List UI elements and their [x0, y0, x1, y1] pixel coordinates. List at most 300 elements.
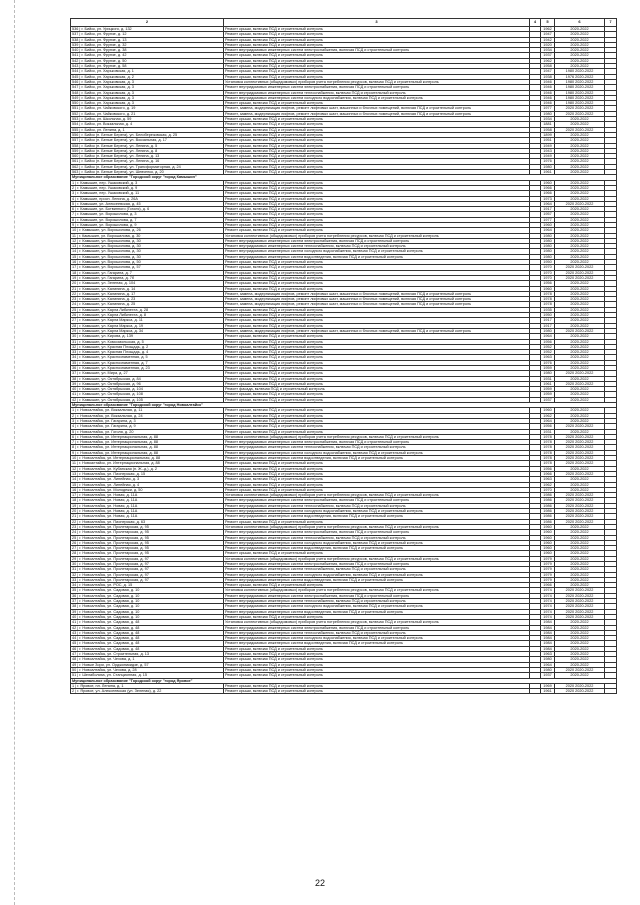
work-cell: Ремонт крыши, включая ПСД и строительный контроль — [224, 307, 530, 312]
address-text: г. Новоалтайск, ул. Чехова, д. 28 — [79, 667, 137, 672]
addr-cell: 18 | г. Камышин, ул. Гагарина, д. 7 — [71, 270, 224, 275]
work-cell: Ремонт внутридомовых инженерных систем электроснабжения, включая ПСД и строительный контроль — [224, 498, 530, 503]
row-number: 40 — [72, 387, 77, 392]
work-cell: Ремонт внутридомовых инженерных систем электроснабжения, включая ПСД и строительный контроль — [224, 238, 530, 243]
address-text: г. Новоалтайск, ул. Интернациональная, д. 88 — [79, 461, 160, 466]
section-title: Муниципальное образование "Городской округ "город Новоалтайск" — [71, 403, 617, 408]
work-cell: Ремонт крыши, включая ПСД и строительный контроль — [224, 366, 530, 371]
row-number: 25 — [72, 535, 77, 540]
row-number: 562 — [72, 164, 79, 169]
address-text: г. Камышин, ул. Ворошилова, д. 30 — [79, 233, 141, 238]
year-cell: 1978 — [541, 302, 555, 307]
row-number: 41 — [72, 392, 77, 397]
year-cell: 1960 — [541, 222, 555, 227]
period-cell: 2020-2022 — [555, 260, 605, 265]
work-cell: Ремонт внутридомовых инженерных систем холодного водоснабжения, включая ПСД и строительный контроль — [224, 572, 530, 577]
address-text: г. Камышин, пер. Ушаковский, д. 11 — [77, 191, 140, 196]
period-cell: 2020-2022 — [555, 180, 605, 185]
period-cell: 2020-2022 — [555, 318, 605, 323]
address-text: г. Бийск, ул. Фрунзе, д. 12 — [81, 32, 127, 37]
work-cell: Ремонт внутридомовых инженерных систем теплоснабжения, включая ПСД и строительный контроль — [224, 244, 530, 249]
address-text: г. Бийск (п. Белые Берега), ул. Ленина, д. 5 — [81, 143, 158, 148]
year-cell: 1980 — [541, 164, 555, 169]
year-cell: 1920 — [541, 42, 555, 47]
addr-cell: 28 | г. Камышин, ул. Карла Маркса, д. 19 — [71, 323, 224, 328]
address-text: г. Бийск, ул. Харьковская, д. 2 — [81, 74, 134, 79]
row-number: 536 — [72, 27, 79, 31]
year-cell: 1976 — [541, 360, 555, 365]
row-number: 23 — [72, 297, 77, 302]
year-cell: 1960 — [541, 540, 555, 545]
row-number: 26 — [72, 313, 77, 318]
row-number: 14 — [72, 249, 77, 254]
address-text: г. Новоалтайск, ул. Садовая, д. 48 — [79, 630, 140, 635]
year-cell: 1963 — [541, 477, 555, 482]
period-cell: 2020-2022 — [555, 334, 605, 339]
period-cell: 2020 2020-2022 — [555, 604, 605, 609]
year-cell: 1977 — [541, 217, 555, 222]
work-cell: Ремонт внутридомовых инженерных систем теплоснабжения, включая ПСД и строительный контроль — [224, 567, 530, 572]
addr-cell: 20 | г. Камышин, ул. Зеленая, д. 104 — [71, 281, 224, 286]
period-cell: 2020-2022 — [555, 313, 605, 318]
address-text: г. Новоалтайск, ул. Пролетарская, д. 95 — [79, 551, 149, 556]
address-text: г. Камышин, ул. Калинина, д. 23 — [79, 297, 136, 302]
work-cell: Ремонт крыши, включая ПСД и строительный контроль — [224, 32, 530, 37]
period-cell: 2020-2022 — [555, 577, 605, 582]
year-cell: 1938 — [541, 74, 555, 79]
address-text: г. Новоалтайск, ул. Новая, д. 11А — [79, 509, 138, 514]
address-text: г. Новоалтайск, ул. Новая, д. 11А — [79, 514, 138, 519]
addr-cell: 35 | г. Новоалтайск, ул. Садовая, д. 10 — [71, 588, 224, 593]
address-text: г. Новоалтайск, ул. Пролетарская, д. 95 — [79, 546, 149, 551]
work-cell: Ремонт внутридомовых инженерных систем водоотведения, включая ПСД и строительный контроль — [224, 577, 530, 582]
period-cell: 2020-2022 — [555, 620, 605, 625]
addr-cell: 1 | г. Новоалтайск, ул. Вокзальная, д. 11 — [71, 408, 224, 413]
address-text: г. Новоалтайск, ул. Строительная, д. 13 — [79, 652, 150, 657]
page-margin-line — [14, 0, 15, 905]
addr-cell: 561 | г. Бийск (п. Белые Берега), ул. Ленина, д. 16 — [71, 159, 224, 164]
period-cell: 2020-2022 — [555, 567, 605, 572]
row-number: 42 — [72, 625, 77, 630]
row-number: 7 — [72, 440, 75, 445]
period-cell: 2020-2022 — [555, 487, 605, 492]
row-number: 4 — [72, 196, 75, 201]
period-cell: 2020-2022 — [555, 53, 605, 58]
addr-cell: 49 | г. Новые Зори, ул. Орджоникидзе, д. 57 — [71, 662, 224, 667]
addr-cell: 25 | г. Новоалтайск, ул. Пролетарская, д. 95 — [71, 535, 224, 540]
addr-cell: 40 | г. Новоалтайск, ул. Садовая, д. 10 — [71, 614, 224, 619]
period-cell: 2020-2022 — [555, 64, 605, 69]
addr-cell: 541 | г. Бийск, ул. Фрунзе, д. 42 — [71, 53, 224, 58]
work-cell: Ремонт крыши, включая ПСД и строительный контроль — [224, 180, 530, 185]
work-cell: Ремонт, замена, модернизация лифтов, ремонт лифтовых шахт, машинных и блочных помещений, включая ПСД и строительный контроль — [224, 328, 530, 333]
address-text: г. Новоалтайск, ул. Интернациональная, д. 88 — [77, 445, 158, 450]
address-text: г. Яровое, пл. Ленина, д. 1 — [77, 683, 124, 688]
row-number: 6 — [72, 207, 75, 212]
addr-cell: 13 | г. Камышин, ул. Ворошилова, д. 30 — [71, 244, 224, 249]
addr-cell: 18 | г. Новоалтайск, ул. Новая, д. 11А — [71, 498, 224, 503]
year-cell: 1959 — [541, 366, 555, 371]
address-text: г. Новоалтайск, ул. Садовая, д. 10 — [79, 599, 140, 604]
address-text: г. Камышин, ул. Октябрьская, д. 105 — [79, 397, 143, 402]
address-text: г. Камышин, ул. Ворошилова, д. 57 — [79, 265, 141, 270]
year-cell: 1978 — [541, 461, 555, 466]
address-text: г. Новоалтайск, ул. Пролетарская, д. 95 — [79, 535, 149, 540]
period-cell: 2020 2020-2022 — [555, 456, 605, 461]
table-row — [71, 689, 617, 694]
period-cell: 2020-2022 — [555, 297, 605, 302]
row-number: 13 — [72, 244, 77, 249]
year-cell: 1984 — [541, 630, 555, 635]
work-cell: Ремонт крыши, включая ПСД и строительный контроль — [224, 143, 530, 148]
period-cell: 2020-2022 — [555, 302, 605, 307]
work-cell: Ремонт крыши, включая ПСД и строительный контроль — [224, 64, 530, 69]
addr-cell: 41 | г. Новоалтайск, ул. Садовая, д. 48 — [71, 620, 224, 625]
addr-cell: 4 | г. Камышин, просп. Ленина, д. 26А — [71, 196, 224, 201]
year-cell: 1980 — [541, 249, 555, 254]
year-cell: 1966 — [541, 583, 555, 588]
row-number: 553 — [72, 117, 79, 122]
address-text: г. Бийск, ул. Ленина, д. 1 — [81, 127, 125, 132]
row-number: 20 — [72, 281, 77, 286]
address-text: г. Бийск (п. Белые Берега), ул. Ленина, д. 13 — [81, 154, 160, 159]
year-cell: 1957 — [541, 212, 555, 217]
addr-cell: 553 | г. Бийск, ул. Школьная, д. 59 — [71, 117, 224, 122]
row-number: 29 — [72, 556, 77, 561]
work-cell: Ремонт внутридомовых инженерных систем водоотведения, включая ПСД и строительный контроль — [224, 456, 530, 461]
period-cell: 2020 2020-2022 — [555, 201, 605, 206]
work-cell: Ремонт внутридомовых инженерных систем электроснабжения, включая ПСД и строительный контроль — [224, 530, 530, 535]
period-cell: 1980 2020-2022 — [555, 79, 605, 84]
year-cell: 1934 — [541, 48, 555, 53]
addr-cell: 11 | г. Новоалтайск, ул. Интернациональная, д. 88 — [71, 461, 224, 466]
row-number: 16 — [72, 260, 77, 265]
addr-cell: 560 | г. Бийск (п. Белые Берега), ул. Ленина, д. 13 — [71, 154, 224, 159]
address-text: г. Бийск, ул. Харьковская, д. 3 — [81, 90, 134, 95]
row-number: 36 — [72, 593, 77, 598]
row-number: 28 — [72, 323, 77, 328]
work-cell: Ремонт крыши, включая ПСД и строительный контроль — [224, 614, 530, 619]
addr-cell: 4 | г. Новоалтайск, ул. Гагарина, д. 9 — [71, 424, 224, 429]
work-cell: Ремонт крыши, включая ПСД и строительный контроль — [224, 69, 530, 74]
period-cell: 1980 2020-2022 — [555, 90, 605, 95]
row-number: 47 — [72, 652, 77, 657]
year-cell: 1986 — [541, 493, 555, 498]
work-cell: Ремонт крыши, включая ПСД и строительный контроль — [224, 265, 530, 270]
work-cell: Ремонт крыши, включая ПСД и строительный контроль — [224, 339, 530, 344]
row-number: 2 — [72, 689, 75, 694]
addr-cell: 36 | г. Новоалтайск, ул. Садовая, д. 10 — [71, 593, 224, 598]
address-text: г. Бийск, ул. Чайковского, д. 21 — [81, 111, 136, 116]
address-text: г. Камышин, ул. Ворошилова, д. 50 — [79, 260, 141, 265]
period-cell: 2020 2020-2022 — [555, 424, 605, 429]
work-cell: Ремонт крыши, включая ПСД и строительный контроль — [224, 170, 530, 175]
address-text: г. Новоалтайск, ул. Пролетарская, д. 97 — [79, 572, 149, 577]
address-text: г. Камышин, ул. Комсомольская, д. 5 — [79, 339, 144, 344]
year-cell: 1964 — [541, 334, 555, 339]
address-text: г. Камышин, ул. Ворошилова, д. 3 — [77, 212, 137, 217]
row-number: 552 — [72, 111, 79, 116]
row-number: 30 — [72, 334, 77, 339]
row-number: 539 — [72, 42, 79, 47]
work-cell: Ремонт крыши, включая ПСД и строительный контроль — [224, 662, 530, 667]
period-cell: 2020 2020-2022 — [555, 588, 605, 593]
address-text: г. Камышин, ул. Ботвинного (Гоголя), д. 6 — [77, 207, 150, 212]
period-cell: 2020 2020-2022 — [555, 106, 605, 111]
addr-cell: 42 | г. Новоалтайск, ул. Садовая, д. 48 — [71, 625, 224, 630]
work-cell: Ремонт крыши, включая ПСД и строительный контроль — [224, 667, 530, 672]
address-text: г. Камышин, просп. Ленина, д. 26А — [77, 196, 138, 201]
year-cell: 1937 — [541, 397, 555, 402]
work-cell: Ремонт внутридомовых инженерных систем холодного водоснабжения, включая ПСД и строительный контроль — [224, 540, 530, 545]
work-cell: Ремонт крыши, включая ПСД и строительный контроль — [224, 471, 530, 476]
period-cell: 2020 2020-2022 — [555, 434, 605, 439]
address-text: г. Новоалтайск, ул. Линейная, д. 3 — [79, 477, 140, 482]
addr-cell: 2 | г. Камышин, пер. Ушаковский, д. 9 — [71, 185, 224, 190]
row-number: 30 — [72, 561, 77, 566]
addr-cell: 21 | г. Новоалтайск, ул. Новая, д. 11А — [71, 514, 224, 519]
address-text: г. Новоалтайск, ул. Новая, д. 11А — [79, 503, 138, 508]
year-cell: 1978 — [541, 450, 555, 455]
row-number: 22 — [72, 291, 77, 296]
work-cell: Установка коллективных (общедомовых) приборов учета потребления ресурсов, включая ПСД и строительный контроль — [224, 556, 530, 561]
period-cell: 2020-2022 — [555, 238, 605, 243]
addr-cell: 46 | г. Новоалтайск, ул. Садовая, д. 48 — [71, 646, 224, 651]
year-cell: 1950 — [541, 260, 555, 265]
year-cell: 1978 — [541, 440, 555, 445]
period-cell: 2020 2020-2022 — [555, 461, 605, 466]
row-number: 546 — [72, 79, 79, 84]
addr-cell: 536 | г. Бийск, ул. Урицкого, д. 132 — [71, 27, 224, 32]
work-cell: Ремонт крыши, включая ПСД и строительный контроль — [224, 74, 530, 79]
address-text: г. Камышин, ул. Карла Маркса, д. 11 — [79, 318, 143, 323]
period-cell: 1976 2020-2022 — [555, 74, 605, 79]
addr-cell: 12 | г. Камышин, ул. Ворошилова, д. 30 — [71, 238, 224, 243]
row-number: 5 — [72, 201, 75, 206]
row-number: 49 — [72, 662, 77, 667]
year-cell: 1961 — [541, 170, 555, 175]
work-cell: Ремонт крыши, включая ПСД и строительный контроль — [224, 646, 530, 651]
addr-cell: 35 | г. Камышин, ул. Краснознаменная, д. 7 — [71, 360, 224, 365]
addr-cell: 26 | г. Новоалтайск, ул. Пролетарская, д. 95 — [71, 540, 224, 545]
addr-cell: 19 | г. Новоалтайск, ул. Новая, д. 11А — [71, 503, 224, 508]
period-cell: 2020-2022 — [555, 48, 605, 53]
empty-cell — [605, 689, 617, 694]
period-cell: 2020-2022 — [555, 307, 605, 312]
work-cell: Ремонт крыши, включая ПСД и строительный контроль — [224, 673, 530, 678]
row-number: 554 — [72, 122, 79, 127]
year-cell: 1946 — [541, 79, 555, 84]
work-cell: Ремонт крыши, включая ПСД и строительный контроль — [224, 101, 530, 106]
addr-cell: 33 | г. Камышин, ул. Красная Площадь, д. 4 — [71, 350, 224, 355]
addr-cell: 29 | г. Новоалтайск, ул. Пролетарская, д. 97 — [71, 556, 224, 561]
addr-cell: 44 | г. Новоалтайск, ул. Садовая, д. 48 — [71, 636, 224, 641]
addr-cell: 38 | г. Камышин, ул. Октябрьская, д. 84 — [71, 376, 224, 381]
row-number: 15 — [72, 254, 77, 259]
address-text: г. Бийск, ул. Харьковская, д. 3 — [81, 95, 134, 100]
period-cell: 2020-2022 — [555, 344, 605, 349]
row-number: 28 — [72, 551, 77, 556]
year-cell: 1960 — [541, 551, 555, 556]
address-text: г. Камышин, ул. Краснознаменная, д. 7 — [79, 360, 148, 365]
addr-cell: 20 | г. Новоалтайск, ул. Новая, д. 11А — [71, 509, 224, 514]
addr-cell: 40 | г. Камышин, ул. Октябрьская, д. 104 — [71, 387, 224, 392]
addr-cell: 540 | г. Бийск, ул. Фрунзе, д. 38 — [71, 48, 224, 53]
addr-cell: 538 | г. Бийск, ул. Фрунзе, д. 13 — [71, 37, 224, 42]
year-cell: 1984 — [541, 620, 555, 625]
year-cell: 1956 — [541, 281, 555, 286]
period-cell: 2020-2022 — [555, 27, 605, 32]
period-cell: 2020 2020-2022 — [555, 445, 605, 450]
period-cell: 2020 2020-2022 — [555, 450, 605, 455]
work-cell: Ремонт внутридомовых инженерных систем электроснабжения, включая ПСД и строительный контроль — [224, 48, 530, 53]
addr-cell: 38 | г. Новоалтайск, ул. Садовая, д. 10 — [71, 604, 224, 609]
address-text: г. Новоалтайск, ул. Пролетарская, д. 97 — [79, 567, 149, 572]
year-cell: 1960 — [541, 180, 555, 185]
addr-cell: 16 | г. Камышин, ул. Ворошилова, д. 50 — [71, 260, 224, 265]
addr-cell: 16 | г. Новоалтайск, ул. Молодежи, д. 50 — [71, 487, 224, 492]
addr-cell: 555 | г. Бийск, ул. Ленина, д. 1 — [71, 127, 224, 132]
year-cell: 1964 — [541, 228, 555, 233]
addr-cell: 28 | г. Новоалтайск, ул. Пролетарская, д. 95 — [71, 551, 224, 556]
addr-cell: 2 | г. Новоалтайск, ул. Вокзальная, д. 24 — [71, 413, 224, 418]
addr-cell: 6 | г. Камышин, ул. Ботвинного (Гоголя), д. 6 — [71, 207, 224, 212]
year-cell: 1946 — [541, 101, 555, 106]
work-cell: Ремонт крыши, включая ПСД и строительный контроль — [224, 466, 530, 471]
addr-cell: 23 | г. Камышин, ул. Калинина, д. 23 — [71, 297, 224, 302]
year-cell: 1960 — [541, 524, 555, 529]
address-text: г. Новоалтайск, ул. Садовая, д. 48 — [79, 646, 140, 651]
address-text: г. Новоалтайск, ул. Садовая, д. 10 — [79, 588, 140, 593]
row-number: 31 — [72, 567, 77, 572]
addr-cell: 9 | г. Камышин, ул. Ворошилова, д. 9 — [71, 222, 224, 227]
period-cell: 2020-2022 — [555, 323, 605, 328]
work-cell: Ремонт крыши, включая ПСД и строительный контроль — [224, 260, 530, 265]
year-cell: 1963 — [541, 652, 555, 657]
year-cell: 1937 — [541, 673, 555, 678]
year-cell: 1977 — [541, 106, 555, 111]
row-number: 21 — [72, 514, 77, 519]
row-number: 558 — [72, 143, 79, 148]
year-cell: 1960 — [541, 535, 555, 540]
addr-cell: 10 | г. Камышин, ул. Ворошилова, д. 26 — [71, 228, 224, 233]
year-cell: 1980 — [541, 328, 555, 333]
row-number: 41 — [72, 620, 77, 625]
address-text: г. Бийск (п. Белые Берега), ул. Шевченко, д. 20 — [81, 170, 164, 175]
address-text: г. Камышин, ул. Карла Маркса, д. 19 — [79, 323, 144, 328]
row-number: 50 — [72, 667, 77, 672]
row-number: 550 — [72, 101, 79, 106]
work-cell: Ремонт крыши, включая ПСД и строительный контроль — [224, 381, 530, 386]
row-number: 9 — [72, 222, 75, 227]
year-cell: 1917 — [541, 323, 555, 328]
work-cell: Ремонт крыши, включая ПСД и строительный контроль — [224, 164, 530, 169]
year-cell: 1966 — [541, 185, 555, 190]
address-text: г. Камышин, ул. Краснознаменная, д. 5 — [79, 355, 148, 360]
column-header: 6 — [555, 19, 605, 27]
row-number: 548 — [72, 90, 79, 95]
period-cell: 2020-2022 — [555, 482, 605, 487]
period-cell: 2020-2022 — [555, 228, 605, 233]
address-text: г. Новоалтайск, ул. Пролетарская, д. 95 — [79, 540, 149, 545]
row-number: 541 — [72, 53, 79, 58]
work-cell: Установка коллективных (общедомовых) приборов учета потребления ресурсов, включая ПСД и строительный контроль — [224, 434, 530, 439]
period-cell: 2020-2022 — [555, 540, 605, 545]
addr-cell: 27 | г. Камышин, ул. Карла Маркса, д. 11 — [71, 318, 224, 323]
address-text: г. Новоалтайск, ул. Пролетарская, д. 95 — [79, 524, 149, 529]
address-text: г. Новоалтайск, ул. Линейная, д. 4 — [79, 482, 140, 487]
period-cell: 2020-2022 — [555, 37, 605, 42]
period-cell: 2020-2022 — [555, 249, 605, 254]
period-cell: 2020 2020-2022 — [555, 593, 605, 598]
addr-cell: 30 | г. Камышин, ул. Кирова, д. 139 — [71, 334, 224, 339]
row-number: 18 — [72, 270, 77, 275]
work-cell: Ремонт внутридомовых инженерных систем теплоснабжения, включая ПСД и строительный контроль — [224, 599, 530, 604]
work-cell: Ремонт крыши, включая ПСД и строительный контроль — [224, 477, 530, 482]
work-cell: Ремонт крыши, включая ПСД и строительный контроль — [224, 408, 530, 413]
period-cell: 2020-2022 — [555, 350, 605, 355]
address-text: г. Камышин, ул. Красная Площадь, д. 4 — [79, 350, 149, 355]
address-text: г. Камышин, пер. Ушаковский, д. 9 — [77, 185, 138, 190]
year-cell: 1980 — [541, 233, 555, 238]
year-cell: 1960 — [541, 546, 555, 551]
address-text: г. Камышин, ул. Красная Площадь, д. 2 — [79, 344, 149, 349]
period-cell: 2020-2022 — [555, 254, 605, 259]
work-cell: Ремонт внутридомовых инженерных систем водоотведения, включая ПСД и строительный контроль — [224, 546, 530, 551]
work-cell: Ремонт крыши, включая ПСД и строительный контроль — [224, 207, 530, 212]
row-number: 45 — [72, 641, 77, 646]
period-cell: 2020-2022 — [555, 662, 605, 667]
section-title: Муниципальное образование "Городской округ "город Камышин" — [71, 175, 617, 180]
work-cell: Ремонт крыши, включая ПСД и строительный контроль — [224, 58, 530, 63]
address-text: г. Камышин, ул. Карла Либкнехта, д. 28 — [79, 307, 149, 312]
address-text: г. Бийск, ул. Фрунзе, д. 42 — [81, 53, 127, 58]
address-text: г. Новоалтайск, ул. Садовая, д. 10 — [79, 609, 140, 614]
period-cell: 2020-2022 — [555, 148, 605, 153]
addr-cell: 32 | г. Камышин, ул. Красная Площадь, д. 2 — [71, 344, 224, 349]
period-cell: 2020 2020-2022 — [555, 689, 605, 694]
address-text: г. Новоалтайск, ул. Садовая, д. 48 — [79, 641, 140, 646]
work-cell: Ремонт крыши, включая ПСД и строительный контроль — [224, 148, 530, 153]
addr-cell: 556 | г. Бийск (п. Белые Берега), ул. Белоберезовская, д. 25 — [71, 132, 224, 137]
addr-cell: 30 | г. Новоалтайск, ул. Пролетарская, д. 97 — [71, 561, 224, 566]
work-cell: Ремонт крыши, включая ПСД и строительный контроль — [224, 138, 530, 143]
year-cell: 1980 — [541, 254, 555, 259]
year-cell: 1980 — [541, 111, 555, 116]
addr-cell: 554 | г. Бийск, ул. Вокзальная, д. 4 — [71, 122, 224, 127]
period-cell: 1980 2020-2022 — [555, 85, 605, 90]
addr-cell: 545 | г. Бийск, ул. Харьковская, д. 2 — [71, 74, 224, 79]
year-cell: 1978 — [541, 445, 555, 450]
column-header: 3 — [224, 19, 530, 27]
year-cell: 1980 — [541, 238, 555, 243]
addr-cell: 24 | г. Новоалтайск, ул. Пролетарская, д. 95 — [71, 530, 224, 535]
year-cell: 1943 — [541, 148, 555, 153]
addr-cell: 552 | г. Бийск, ул. Чайковского, д. 21 — [71, 111, 224, 116]
year-cell: 1978 — [541, 297, 555, 302]
addr-cell: 3 | г. Камышин, пер. Ушаковский, д. 11 — [71, 191, 224, 196]
address-text: г. Камышин, ул. Калинина, д. 14 — [79, 286, 136, 291]
addr-cell: 563 | г. Бийск (п. Белые Берега), ул. Шевченко, д. 20 — [71, 170, 224, 175]
row-number: 543 — [72, 64, 79, 69]
section-title: Муниципальное образование "Городской округ "город Яровое" — [71, 678, 617, 683]
addr-cell: 47 | г. Новоалтайск, ул. Строительная, д. 13 — [71, 652, 224, 657]
addr-cell: 14 | г. Камышин, ул. Ворошилова, д. 30 — [71, 249, 224, 254]
address-text: г. Камышин, ул. Ворошилова, д. 30 — [79, 238, 141, 243]
addr-cell: 549 | г. Бийск, ул. Харьковская, д. 3 — [71, 95, 224, 100]
year-cell: 1881 — [541, 122, 555, 127]
row-number: 39 — [72, 609, 77, 614]
